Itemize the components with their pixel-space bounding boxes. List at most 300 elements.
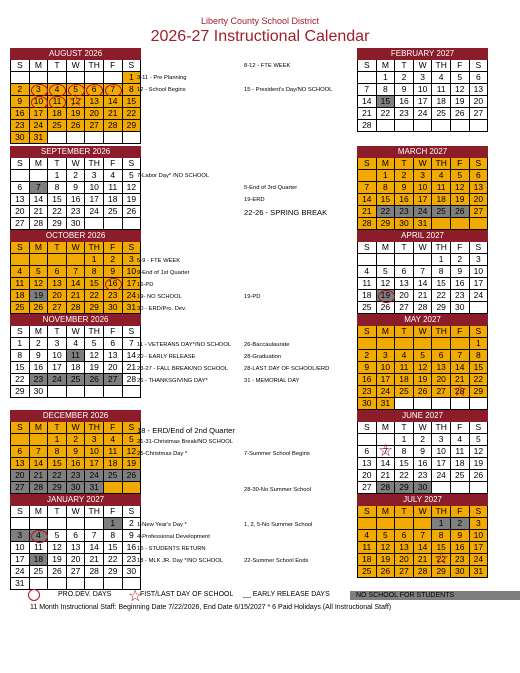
day-cell	[358, 518, 377, 530]
day-cell	[48, 72, 67, 84]
day-cell: 12	[469, 446, 488, 458]
day-cell: 20	[103, 362, 122, 374]
weekday-label: W	[413, 242, 432, 254]
circle-marker-icon	[28, 589, 40, 601]
month-name: MAY 2027	[358, 315, 488, 326]
note: 9-End of 1st Quarter	[137, 270, 190, 276]
note: 28-LAST DAY OF SCHOOL/ERD	[244, 366, 330, 372]
day-cell: 2	[103, 254, 122, 266]
day-cell: 5	[85, 338, 104, 350]
day-cell: 20	[469, 96, 488, 108]
day-cell: 13	[103, 350, 122, 362]
day-cell: 24	[469, 290, 488, 302]
day-cell: 13	[395, 542, 414, 554]
day-cell: 19	[469, 458, 488, 470]
day-cell: 25	[432, 108, 451, 120]
day-cell: 14	[358, 96, 377, 108]
day-cell: 28	[413, 566, 432, 578]
day-cell: 3	[11, 530, 30, 542]
day-cell: 20	[432, 374, 451, 386]
day-cell: 24	[432, 470, 451, 482]
day-cell: 5	[376, 266, 395, 278]
day-cell: 24	[85, 470, 104, 482]
weekday-label: M	[376, 506, 395, 518]
day-cell	[103, 72, 122, 84]
day-cell	[413, 398, 432, 410]
day-cell: 24	[413, 108, 432, 120]
day-cell: 6	[395, 266, 414, 278]
day-cell	[85, 218, 104, 230]
day-cell: 4	[103, 434, 122, 446]
day-cell: 2	[66, 434, 85, 446]
day-cell: 1	[376, 170, 395, 182]
day-cell: 26	[85, 374, 104, 386]
day-cell: 12	[376, 278, 395, 290]
day-cell	[376, 120, 395, 132]
day-cell: 6	[85, 84, 104, 96]
day-cell: 26	[122, 206, 141, 218]
day-cell: 18	[450, 458, 469, 470]
day-cell: 3	[432, 434, 451, 446]
day-cell: 23	[358, 386, 377, 398]
day-cell	[395, 518, 414, 530]
day-cell: 30	[66, 482, 85, 494]
day-cell: 4	[432, 170, 451, 182]
day-cell: 5	[450, 72, 469, 84]
day-cell: 21	[85, 554, 104, 566]
weekday-label: S	[11, 158, 30, 170]
day-cell: 6	[48, 266, 67, 278]
weekday-label: F	[450, 506, 469, 518]
day-cell: 19	[48, 554, 67, 566]
weekday-label: S	[122, 242, 141, 254]
day-cell: 2	[122, 518, 141, 530]
day-cell: 26	[413, 386, 432, 398]
day-cell: 30	[29, 386, 48, 398]
day-cell: 5	[122, 434, 141, 446]
day-cell: 30	[450, 566, 469, 578]
day-cell: 22 ☆	[432, 554, 451, 566]
month-name: DECEMBER 2026	[11, 411, 141, 422]
day-cell: 20	[469, 194, 488, 206]
day-cell	[432, 338, 451, 350]
weekday-label: S	[358, 506, 377, 518]
note: 5-End of 3rd Quarter	[244, 185, 298, 191]
weekday-label: S	[11, 242, 30, 254]
day-cell	[432, 120, 451, 132]
day-cell: 21	[376, 470, 395, 482]
day-cell: 29	[85, 302, 104, 314]
day-cell: 20	[85, 108, 104, 120]
day-cell: 7	[29, 446, 48, 458]
weekday-label: F	[450, 242, 469, 254]
month-name: JUNE 2027	[358, 411, 488, 422]
day-cell: 23	[122, 554, 141, 566]
day-cell	[29, 578, 48, 590]
day-cell: 11	[358, 278, 377, 290]
day-cell: 14	[450, 362, 469, 374]
weekday-label: S	[469, 242, 488, 254]
weekday-label: S	[11, 326, 30, 338]
day-cell: 6	[11, 182, 30, 194]
day-cell: 6	[66, 530, 85, 542]
weekday-label: T	[48, 60, 67, 72]
day-cell	[469, 302, 488, 314]
weekday-label: T	[48, 326, 67, 338]
month-jul	[357, 494, 488, 578]
day-cell: 17	[469, 278, 488, 290]
day-cell: 1	[103, 518, 122, 530]
note: 1-New Year's Day *	[137, 522, 187, 528]
day-cell: 3	[122, 254, 141, 266]
weekday-label: T	[395, 60, 414, 72]
day-cell	[11, 434, 30, 446]
day-cell: 17	[48, 362, 67, 374]
day-cell	[432, 218, 451, 230]
note: 19-ERD	[244, 197, 265, 203]
day-cell: 6	[103, 338, 122, 350]
day-cell: 26	[48, 566, 67, 578]
day-cell: 1	[11, 338, 30, 350]
weekday-label: T	[48, 506, 67, 518]
weekday-label: M	[29, 422, 48, 434]
day-cell: 17	[413, 96, 432, 108]
day-cell: 28	[376, 482, 395, 494]
weekday-label: TH	[85, 158, 104, 170]
month-name: MARCH 2027	[358, 147, 488, 158]
weekday-label: S	[122, 60, 141, 72]
day-cell: 21	[413, 554, 432, 566]
day-cell: 20	[48, 290, 67, 302]
day-cell: 30	[395, 218, 414, 230]
weekday-label: S	[358, 242, 377, 254]
day-cell: 3	[413, 170, 432, 182]
day-cell	[48, 132, 67, 144]
day-cell: 1	[48, 434, 67, 446]
day-cell: 7	[122, 338, 141, 350]
day-cell: 9	[358, 362, 377, 374]
day-cell: 14	[66, 278, 85, 290]
day-cell: 31	[376, 398, 395, 410]
day-cell: 8	[395, 446, 414, 458]
day-cell: 7	[103, 84, 122, 96]
day-cell: 18	[11, 290, 30, 302]
day-cell: 18	[66, 362, 85, 374]
day-cell: 20	[66, 554, 85, 566]
day-cell: 12	[413, 362, 432, 374]
weekday-label: T	[395, 158, 414, 170]
day-cell: 12	[48, 542, 67, 554]
weekday-label: F	[103, 506, 122, 518]
day-cell: 6	[469, 72, 488, 84]
day-cell: 15	[48, 194, 67, 206]
day-cell: 19	[450, 96, 469, 108]
weekday-label: F	[450, 158, 469, 170]
note: 30 - ERD/Pro. Dev.	[137, 306, 187, 312]
day-cell: 27	[469, 108, 488, 120]
day-cell: 25	[103, 206, 122, 218]
day-cell	[48, 518, 67, 530]
day-cell	[413, 338, 432, 350]
day-cell: 30	[122, 566, 141, 578]
day-cell: 19	[376, 554, 395, 566]
day-cell: 22	[376, 206, 395, 218]
day-cell: 13	[469, 84, 488, 96]
day-cell	[29, 254, 48, 266]
weekday-label: TH	[85, 60, 104, 72]
note: 15 - STUDENTS RETURN	[137, 546, 206, 552]
day-cell	[358, 338, 377, 350]
day-cell: 19	[85, 362, 104, 374]
day-cell: 26	[122, 470, 141, 482]
month-sep	[10, 146, 141, 230]
day-cell: 18	[103, 194, 122, 206]
day-cell	[395, 338, 414, 350]
day-cell: 27	[395, 566, 414, 578]
day-cell	[103, 132, 122, 144]
day-cell: 29	[432, 566, 451, 578]
day-cell: 30	[66, 218, 85, 230]
weekday-label: S	[469, 422, 488, 434]
day-cell: 9	[11, 96, 30, 108]
day-cell: 8	[48, 446, 67, 458]
day-cell: 9	[450, 530, 469, 542]
day-cell: 18	[103, 458, 122, 470]
note: 3-11 - Pre Planning	[137, 75, 187, 81]
day-cell: 15	[103, 542, 122, 554]
weekday-label: TH	[432, 60, 451, 72]
day-cell	[103, 482, 122, 494]
day-cell	[66, 518, 85, 530]
day-cell: 5	[469, 434, 488, 446]
weekday-label: W	[413, 60, 432, 72]
day-cell: 27	[103, 374, 122, 386]
day-cell: 7	[413, 530, 432, 542]
weekday-label: M	[29, 60, 48, 72]
day-cell	[66, 132, 85, 144]
day-cell: 13	[48, 278, 67, 290]
weekday-label: W	[66, 422, 85, 434]
day-cell	[450, 338, 469, 350]
day-cell: 2	[450, 518, 469, 530]
day-cell: 10	[376, 362, 395, 374]
day-cell: 28	[29, 218, 48, 230]
day-cell: 23	[413, 470, 432, 482]
day-cell: 6	[11, 446, 30, 458]
day-cell: 29	[11, 386, 30, 398]
day-cell	[66, 578, 85, 590]
day-cell: 19	[66, 108, 85, 120]
weekday-label: T	[395, 242, 414, 254]
day-cell: 11	[432, 84, 451, 96]
weekday-label: TH	[432, 506, 451, 518]
day-cell	[450, 398, 469, 410]
day-cell: 17	[122, 278, 141, 290]
day-cell	[395, 254, 414, 266]
day-cell: 18	[48, 108, 67, 120]
day-cell: 4	[395, 350, 414, 362]
day-cell: 15	[11, 362, 30, 374]
day-cell: 10	[85, 182, 104, 194]
weekday-label: S	[358, 422, 377, 434]
event-notes	[137, 48, 357, 608]
day-cell: 5	[29, 266, 48, 278]
day-cell: 4	[48, 84, 67, 96]
day-cell: 5	[413, 350, 432, 362]
day-cell: 27	[48, 302, 67, 314]
weekday-label: S	[469, 506, 488, 518]
day-cell: 7	[450, 350, 469, 362]
day-cell: 24	[85, 206, 104, 218]
note: 21-31-Christmas Break/NO SCHOOL	[137, 439, 233, 445]
day-cell: 9	[103, 266, 122, 278]
day-cell: 23	[395, 206, 414, 218]
weekday-label: F	[450, 60, 469, 72]
day-cell: 30	[11, 132, 30, 144]
weekday-label: S	[358, 326, 377, 338]
day-cell: 13	[11, 194, 30, 206]
legend	[28, 588, 498, 605]
day-cell: 14	[122, 350, 141, 362]
day-cell: 5	[122, 170, 141, 182]
note: 19-PD	[244, 294, 261, 300]
day-cell: 7	[29, 182, 48, 194]
day-cell: 23	[29, 374, 48, 386]
weekday-label: W	[66, 242, 85, 254]
day-cell: 9	[413, 446, 432, 458]
day-cell: 18	[29, 554, 48, 566]
day-cell: 3	[29, 84, 48, 96]
month-feb	[357, 48, 488, 132]
weekday-label: M	[29, 242, 48, 254]
day-cell: 13	[85, 96, 104, 108]
day-cell: 17	[11, 554, 30, 566]
day-cell: 8	[11, 350, 30, 362]
day-cell: 31	[85, 482, 104, 494]
day-cell	[11, 254, 30, 266]
day-cell: 8	[103, 530, 122, 542]
day-cell: 23	[450, 290, 469, 302]
day-cell: 1	[376, 72, 395, 84]
day-cell: 16	[66, 458, 85, 470]
day-cell	[432, 482, 451, 494]
day-cell: 21	[450, 374, 469, 386]
day-cell: 26	[66, 120, 85, 132]
day-cell: 3	[413, 72, 432, 84]
day-cell	[469, 218, 488, 230]
day-cell: 4	[11, 266, 30, 278]
day-cell: 15	[469, 362, 488, 374]
note: 23-27 - FALL BREAK/NO SCHOOL	[137, 366, 228, 372]
weekday-label: W	[413, 326, 432, 338]
weekday-label: TH	[432, 158, 451, 170]
day-cell: 22	[11, 374, 30, 386]
weekday-label: S	[358, 60, 377, 72]
weekday-label: F	[103, 60, 122, 72]
day-cell: 11	[48, 96, 67, 108]
day-cell: 1	[432, 254, 451, 266]
day-cell: 1	[122, 72, 141, 84]
day-cell: 15	[122, 96, 141, 108]
day-cell: 28	[103, 120, 122, 132]
day-cell	[413, 254, 432, 266]
weekday-label: M	[376, 158, 395, 170]
day-cell: 14	[413, 278, 432, 290]
day-cell: 3	[376, 350, 395, 362]
day-cell: 25	[395, 386, 414, 398]
day-cell	[358, 72, 377, 84]
day-cell: 1	[395, 434, 414, 446]
day-cell: 10	[413, 182, 432, 194]
day-cell: 22	[395, 470, 414, 482]
star-marker-icon: ☆	[128, 588, 143, 605]
day-cell: 26	[450, 108, 469, 120]
day-cell: 23	[103, 290, 122, 302]
day-cell: 4	[103, 170, 122, 182]
day-cell	[11, 170, 30, 182]
day-cell: 10	[122, 266, 141, 278]
day-cell: 1	[432, 518, 451, 530]
weekday-label: W	[66, 506, 85, 518]
day-cell: 27	[66, 566, 85, 578]
day-cell: 10	[11, 542, 30, 554]
day-cell: 22	[122, 108, 141, 120]
day-cell	[11, 518, 30, 530]
day-cell: 22	[376, 108, 395, 120]
note: 18 - ERD/End of 2nd Quarter	[137, 426, 235, 435]
day-cell: 25	[450, 470, 469, 482]
weekday-label: T	[48, 242, 67, 254]
day-cell	[85, 386, 104, 398]
day-cell: 24	[11, 566, 30, 578]
day-cell	[85, 578, 104, 590]
weekday-label: TH	[85, 506, 104, 518]
weekday-label: F	[103, 422, 122, 434]
day-cell	[413, 518, 432, 530]
day-cell: 12	[376, 542, 395, 554]
day-cell: 22	[103, 554, 122, 566]
day-cell: 23	[11, 120, 30, 132]
day-cell	[376, 518, 395, 530]
day-cell: 11	[29, 542, 48, 554]
day-cell: 31	[29, 132, 48, 144]
day-cell	[469, 120, 488, 132]
day-cell: 2	[395, 72, 414, 84]
note: 22-Summer School Ends	[244, 558, 309, 564]
note: 16-PD	[137, 282, 154, 288]
day-cell: 16	[395, 194, 414, 206]
day-cell: 21	[29, 470, 48, 482]
day-cell: 21	[103, 108, 122, 120]
day-cell: 6	[469, 170, 488, 182]
day-cell: 29	[103, 566, 122, 578]
weekday-label: W	[413, 158, 432, 170]
weekday-label: M	[29, 158, 48, 170]
day-cell: 12 ☆	[66, 96, 85, 108]
day-cell	[103, 386, 122, 398]
day-cell: 12	[29, 278, 48, 290]
note: 28-Graduation	[244, 354, 282, 360]
footer-note: 11 Month Instructional Staff: Beginning Date 7/22/2026, End Date 6/15/2027 * 6 Paid Holidays (All Instructional Staff)	[30, 604, 392, 611]
day-cell: 10	[29, 96, 48, 108]
day-cell: 30	[413, 482, 432, 494]
day-cell	[85, 132, 104, 144]
day-cell	[48, 386, 67, 398]
day-cell: 18	[358, 290, 377, 302]
weekday-label: T	[395, 326, 414, 338]
month-name: SEPTEMBER 2026	[11, 147, 141, 158]
day-cell: 14	[85, 542, 104, 554]
